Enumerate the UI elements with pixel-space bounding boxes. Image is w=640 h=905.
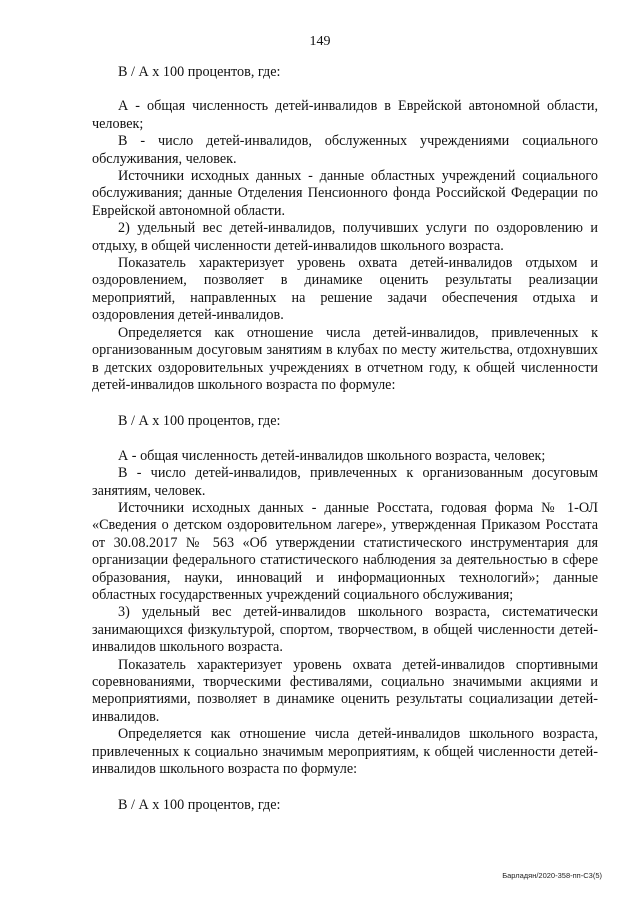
formula-line: В / А x 100 процентов, где:	[118, 64, 281, 80]
document-body	[92, 62, 598, 815]
formula-line: В / А x 100 процентов, где:	[118, 413, 281, 430]
paragraph: А - общая численность детей-инвалидов в Еврейской автономной области, человек;	[92, 98, 598, 132]
spacer	[92, 778, 598, 795]
spacer	[92, 81, 598, 98]
paragraph: 2) удельный вес детей-инвалидов, получивших услуги по оздоровлению и отдыху, в общей численности детей-инвалидов школьного возраста.	[92, 220, 598, 254]
spacer	[92, 431, 598, 448]
formula-line: В / А x 100 процентов, где:	[118, 797, 281, 814]
paragraph: Источники исходных данных - данные областных учреждений социального обслуживания; данные Отделения Пенсионного фонда Российской Федерации по Еврейской автономной области.	[92, 168, 598, 219]
paragraph: А - общая численность детей-инвалидов школьного возраста, человек;	[118, 447, 546, 464]
footer-code: Барладян/2020-358-пп-С3(5)	[502, 871, 602, 880]
paragraph: Источники исходных данных - данные Росстата, годовая форма № 1-ОЛ «Сведения о детском оздоровительном лагере», утвержденная Приказом Росстата от 30.08.2017 № 563 «Об утверждении статистического инструментария для организации федерального статистического наблюдения за деятельностью в сфере образования, науки, инноваций и информационных технологий»; данные областных государственных учреждений социального обслуживания;	[92, 499, 598, 603]
page-number: 149	[309, 34, 331, 49]
paragraph: В - число детей-инвалидов, привлеченных к организованным досуговым занятиям, человек.	[92, 465, 598, 499]
paragraph: Определяется как отношение числа детей-инвалидов школьного возраста, привлеченных к социально значимым мероприятиям, к общей численности детей-инвалидов школьного возраста по формуле:	[92, 726, 598, 778]
paragraph: В - число детей-инвалидов, обслуженных учреждениями социального обслуживания, человек.	[92, 133, 598, 167]
paragraph: 3) удельный вес детей-инвалидов школьного возраста, систематически занимающихся физкультурой, спортом, творчеством, в общей численности детей-инвалидов школьного возраста.	[92, 604, 598, 656]
paragraph: Определяется как отношение числа детей-инвалидов, привлеченных к организованным досуговым занятиям в клубах по месту жительства, отдохнувших в детских оздоровительных учреждениях в отчетном году, к общей численности детей-инвалидов школьного возраста по формуле:	[92, 324, 598, 393]
spacer	[92, 394, 598, 411]
paragraph: Показатель характеризует уровень охвата детей-инвалидов спортивными соревнованиями, творческими фестивалями, социально значимыми акциями и мероприятиями, позволяет в динамике оценить результаты социализации детей-инвалидов.	[92, 656, 598, 725]
paragraph: Показатель характеризует уровень охвата детей-инвалидов отдыхом и оздоровлением, позволяет в динамике оценить результаты реализации мероприятий, направленных на решение задачи обеспечения отдыха и оздоровления детей-инвалидов.	[92, 255, 598, 324]
